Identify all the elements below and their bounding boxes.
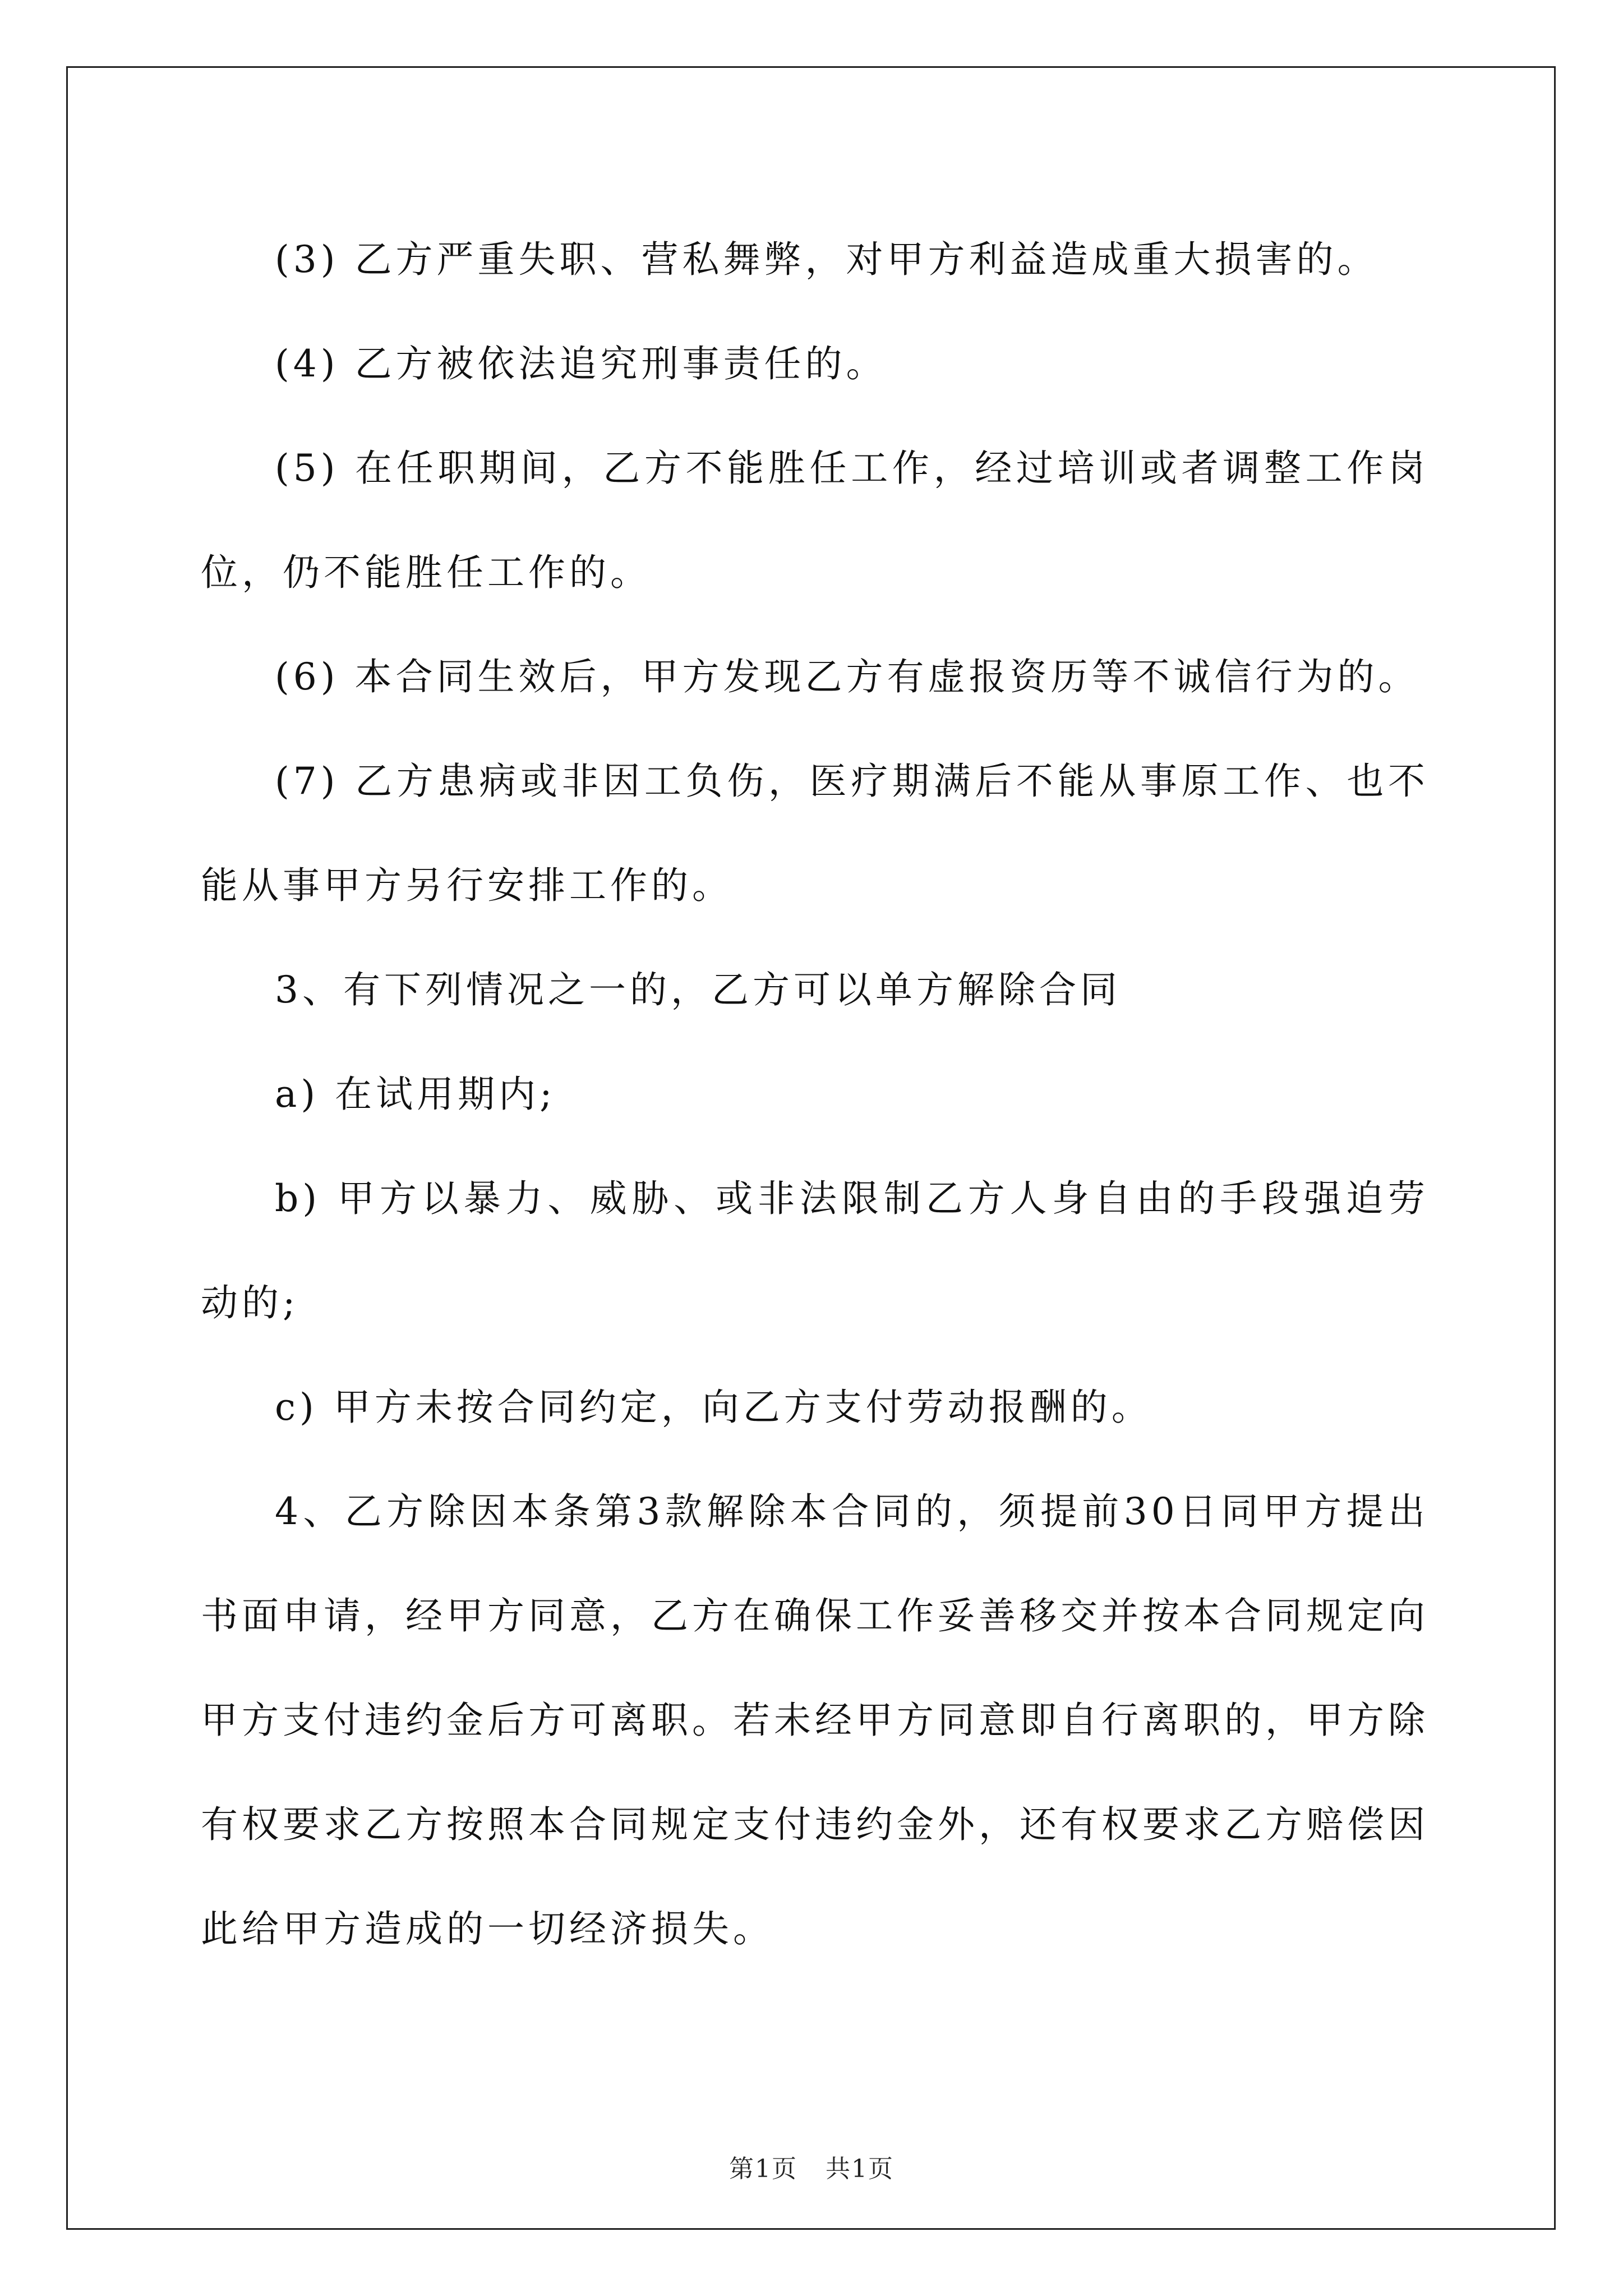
page-total: 共1页	[826, 2155, 894, 2183]
page-number: 第1页	[729, 2155, 797, 2183]
paragraph-clause-3-7: (7) 乙方患病或非因工负伤，医疗期满后不能从事原工作、也不能从事甲方另行安排工作的。	[201, 760, 1429, 907]
paragraph-section-3: 3、有下列情况之一的，乙方可以单方解除合同	[275, 968, 1121, 1011]
paragraph-clause-3-3: (3) 乙方严重失职、营私舞弊，对甲方利益造成重大损害的。	[275, 238, 1378, 281]
paragraph-item-a: a) 在试用期内;	[275, 1073, 556, 1116]
paragraph-clause-3-6: (6) 本合同生效后，甲方发现乙方有虚报资历等不诚信行为的。	[275, 655, 1419, 698]
paragraph-item-b: b) 甲方以暴力、威胁、或非法限制乙方人身自由的手段强迫劳动的;	[201, 1177, 1429, 1324]
document-body	[201, 208, 1429, 1981]
paragraph-clause-3-5: (5) 在任职期间，乙方不能胜任工作，经过培训或者调整工作岗位，仍不能胜任工作的。	[201, 447, 1429, 594]
paragraph-clause-3-4: (4) 乙方被依法追究刑事责任的。	[275, 342, 887, 385]
page-footer	[0, 2148, 1623, 2184]
paragraph-item-c: c) 甲方未按合同约定，向乙方支付劳动报酬的。	[275, 1386, 1152, 1429]
paragraph-section-4: 4、乙方除因本条第3款解除本合同的，须提前30日同甲方提出书面申请，经甲方同意，乙方在确保工作妥善移交并按本合同规定向甲方支付违约金后方可离职。若未经甲方同意即自行离职的，甲方除有权要求乙方按照本合同规定支付违约金外，还有权要求乙方赔偿因此给甲方造成的一切经济损失。	[201, 1490, 1429, 1950]
